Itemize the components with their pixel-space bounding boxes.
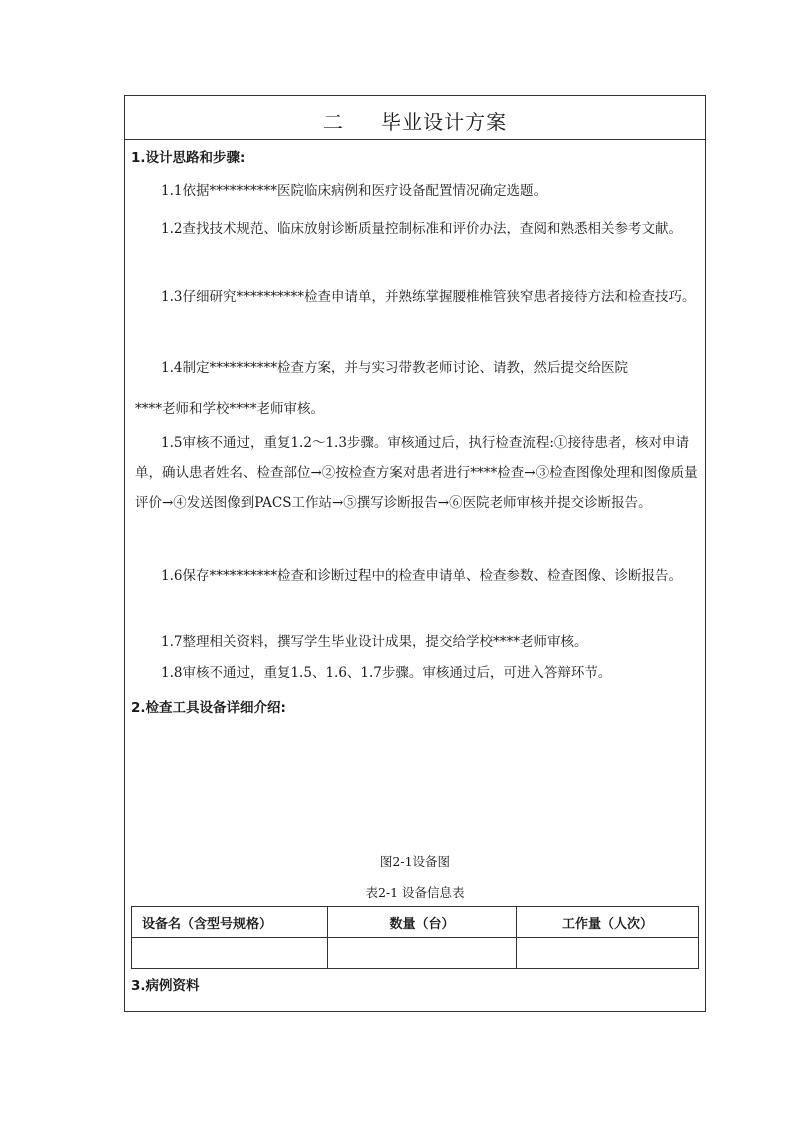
title-divider xyxy=(125,139,705,140)
header-quantity: 数量（台） xyxy=(328,907,517,938)
header-workload: 工作量（人次） xyxy=(517,907,699,938)
section1-heading: 1.设计思路和步骤: xyxy=(131,150,246,166)
section3-heading: 3.病例资料 xyxy=(131,978,200,994)
step-1-8: 1.8审核不通过，重复1.5、1.6、1.7步骤。审核通过后，可进入答辩环节。 xyxy=(161,665,612,681)
table-cell xyxy=(328,938,517,969)
table-row xyxy=(132,938,699,969)
step-1-4-cont: ****老师和学校****老师审核。 xyxy=(135,401,324,417)
device-info-table xyxy=(131,906,699,969)
step-1-5: 1.5审核不通过，重复1.2～1.3步骤。审核通过后，执行检查流程:①接待患者，核对申请单，确认患者姓名、检查部位→②按检查方案对患者进行****检查→③检查图像处理和图像质量评价→④发送图像到PACS工作站→⑤撰写诊断报告→⑥医院老师审核并提交诊断报告。 xyxy=(135,435,698,511)
title-number: 二 xyxy=(322,110,344,134)
step-1-3: 1.3仔细研究**********检查申请单，并熟练掌握腰椎椎管狭窄患者接待方法和检查技巧。 xyxy=(161,289,696,305)
table-cell xyxy=(517,938,699,969)
header-device-name: 设备名（含型号规格） xyxy=(132,907,328,938)
document-frame xyxy=(124,95,706,1012)
page-title xyxy=(125,106,705,136)
step-1-2: 1.2查找技术规范、临床放射诊断质量控制标准和评价办法，查阅和熟悉相关参考文献。 xyxy=(161,221,682,237)
step-1-7: 1.7整理相关资料，撰写学生毕业设计成果，提交给学校****老师审核。 xyxy=(161,634,588,650)
title-text: 毕业设计方案 xyxy=(381,110,508,134)
table-caption: 表2-1 设备信息表 xyxy=(365,885,465,900)
table-header-row xyxy=(132,907,699,938)
section2-heading: 2.检查工具设备详细介绍: xyxy=(131,700,286,716)
step-1-1: 1.1依据**********医院临床病例和医疗设备配置情况确定选题。 xyxy=(161,183,547,199)
step-1-6: 1.6保存**********检查和诊断过程中的检查申请单、检查参数、检查图像、诊断报告。 xyxy=(161,568,682,584)
figure-caption: 图2-1设备图 xyxy=(379,854,451,869)
step-1-4: 1.4制定**********检查方案，并与实习带教老师讨论、请教，然后提交给医院 xyxy=(161,360,628,376)
table-cell xyxy=(132,938,328,969)
